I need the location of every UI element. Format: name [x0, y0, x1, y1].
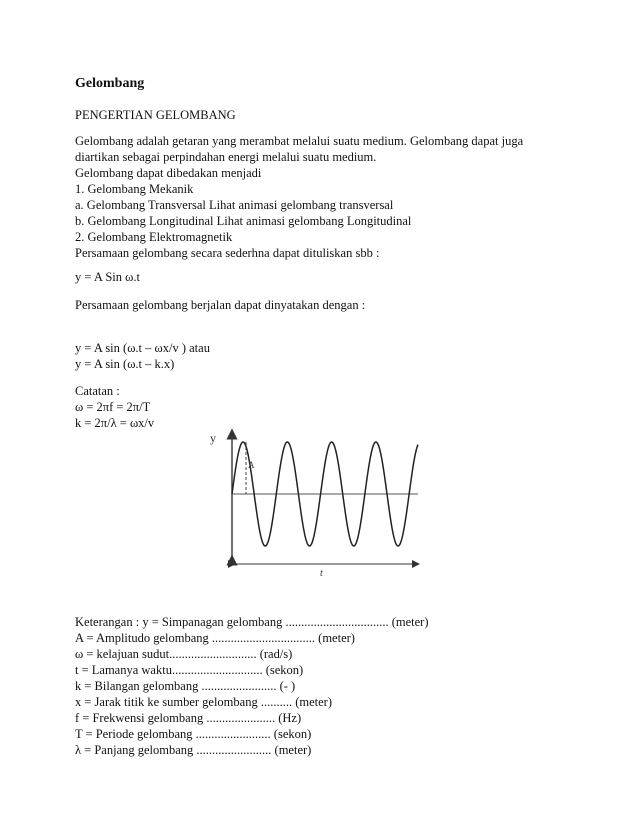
page-title: Gelombang — [75, 76, 145, 91]
legend-line: k = Bilangan gelombang ........................ (- ) — [75, 679, 296, 693]
legend-line: Keterangan : y = Simpanagan gelombang ................................. (meter) — [75, 615, 429, 629]
t-axis-label: t — [320, 568, 323, 579]
amplitude-label: A — [248, 460, 255, 470]
legend-line: A = Amplitudo gelombang ................................. (meter) — [75, 631, 355, 645]
legend-line: f = Frekwensi gelombang ...................... (Hz) — [75, 711, 302, 725]
travel-intro: Persamaan gelombang berjalan dapat dinyatakan dengan : — [75, 298, 366, 312]
notes-heading: Catatan : — [75, 384, 120, 398]
definition-line: Gelombang adalah getaran yang merambat melalui suatu medium. Gelombang dapat juga — [75, 134, 524, 148]
legend-line: t = Lamanya waktu............................. (sekon) — [75, 663, 304, 677]
legend-line: T = Periode gelombang ........................ (sekon) — [75, 727, 312, 741]
y-axis-label: y — [210, 431, 216, 445]
list-item: a. Gelombang Transversal Lihat animasi gelombang transversal — [75, 198, 394, 212]
definition-line: Persamaan gelombang secara sederhna dapat dituliskan sbb : — [75, 246, 380, 260]
legend-line: x = Jarak titik ke sumber gelombang .......... (meter) — [75, 695, 332, 709]
note-formula: k = 2π/λ = ωx/v — [75, 416, 155, 430]
legend-line: λ = Panjang gelombang ........................ (meter) — [75, 743, 312, 757]
legend-line: ω = kelajuan sudut............................ (rad/s) — [75, 647, 293, 661]
section-heading: PENGERTIAN GELOMBANG — [75, 108, 236, 122]
wave-diagram — [204, 424, 434, 582]
list-item: b. Gelombang Longitudinal Lihat animasi gelombang Longitudinal — [75, 214, 412, 228]
definition-line: diartikan sebagai perpindahan energi melalui suatu medium. — [75, 150, 377, 164]
definition-line: Gelombang dapat dibedakan menjadi — [75, 166, 262, 180]
list-item: 2. Gelombang Elektromagnetik — [75, 230, 233, 244]
equation-travel: y = A sin (ω.t – k.x) — [75, 357, 175, 371]
note-formula: ω = 2πf = 2π/T — [75, 400, 151, 414]
equation-travel: y = A sin (ω.t – ωx/v ) atau — [75, 341, 210, 355]
list-item: 1. Gelombang Mekanik — [75, 182, 194, 196]
equation-simple: y = A Sin ω.t — [75, 270, 140, 284]
